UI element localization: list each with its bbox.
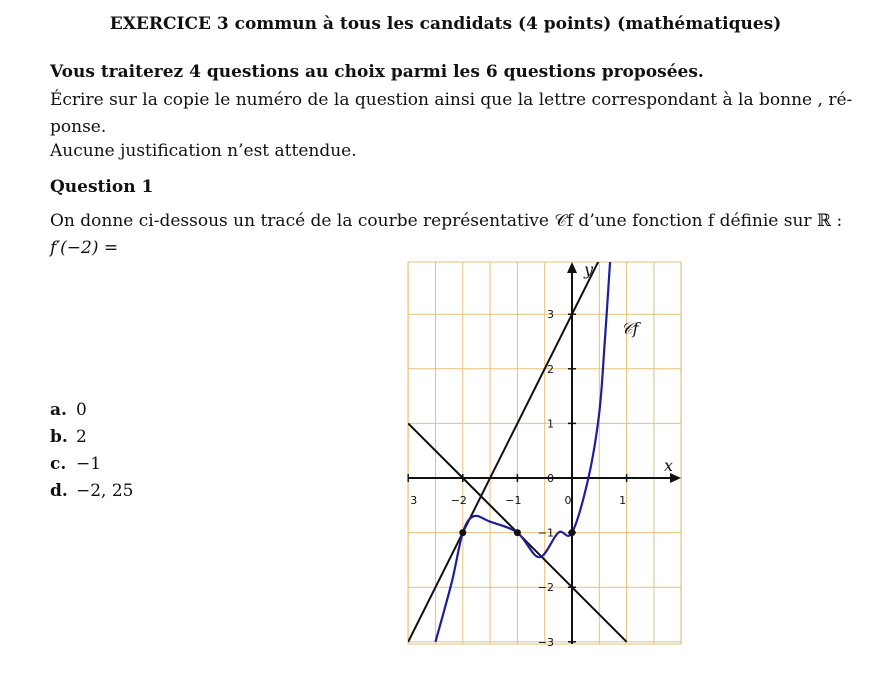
option-letter: c.: [50, 454, 67, 474]
exercise-heading: EXERCICE 3 commun à tous les candidats (4 points) (mathématiques): [109, 14, 782, 34]
y-axis-label: y: [584, 260, 594, 279]
intro-line-1: Vous traiterez 4 questions au choix parmi les 6 questions proposées.: [50, 62, 704, 82]
intro-line-2: Écrire sur la copie le numéro de la question ainsi que la lettre correspondant à la bonne , ré-: [50, 90, 853, 110]
question-statement: On donne ci-dessous un tracé de la courbe représentative 𝒞f d’une fonction f définie sur ℝ :: [50, 211, 843, 231]
y-tick-label: 1: [547, 417, 554, 431]
intro-line-3: ponse.: [50, 117, 107, 137]
y-tick-label: −2: [537, 581, 554, 595]
intro-line-4: Aucune justification n’est attendue.: [50, 141, 357, 161]
option-letter: b.: [50, 427, 68, 447]
y-tick-label: 0: [547, 472, 554, 485]
option-letter: a.: [50, 400, 67, 420]
question-title: Question 1: [50, 177, 154, 197]
question-prompt: f′(−2) =: [50, 238, 119, 258]
y-tick-label: 2: [547, 362, 554, 376]
x-tick-label: 1: [619, 494, 627, 507]
y-tick-label: 3: [547, 308, 554, 322]
marked-point: [514, 529, 521, 536]
y-axis-arrow: [567, 262, 577, 273]
option-value: 2: [76, 427, 87, 447]
curve-cf: [436, 260, 611, 642]
marked-point: [459, 529, 466, 536]
x-axis-label: x: [664, 456, 674, 475]
x-tick-label: −2: [450, 494, 467, 507]
curve-label: 𝒞f: [621, 319, 639, 338]
option-letter: d.: [50, 481, 68, 501]
y-tick-label: −1: [537, 526, 554, 540]
option-value: −1: [76, 454, 102, 474]
x-tick-label: 0: [564, 494, 572, 507]
x-tick-label: 3: [410, 494, 418, 507]
option-value: 0: [76, 400, 87, 420]
marked-point: [569, 529, 576, 536]
x-tick-label: −1: [505, 494, 522, 507]
option-value: −2, 25: [76, 481, 134, 501]
y-tick-label: −3: [537, 635, 554, 649]
